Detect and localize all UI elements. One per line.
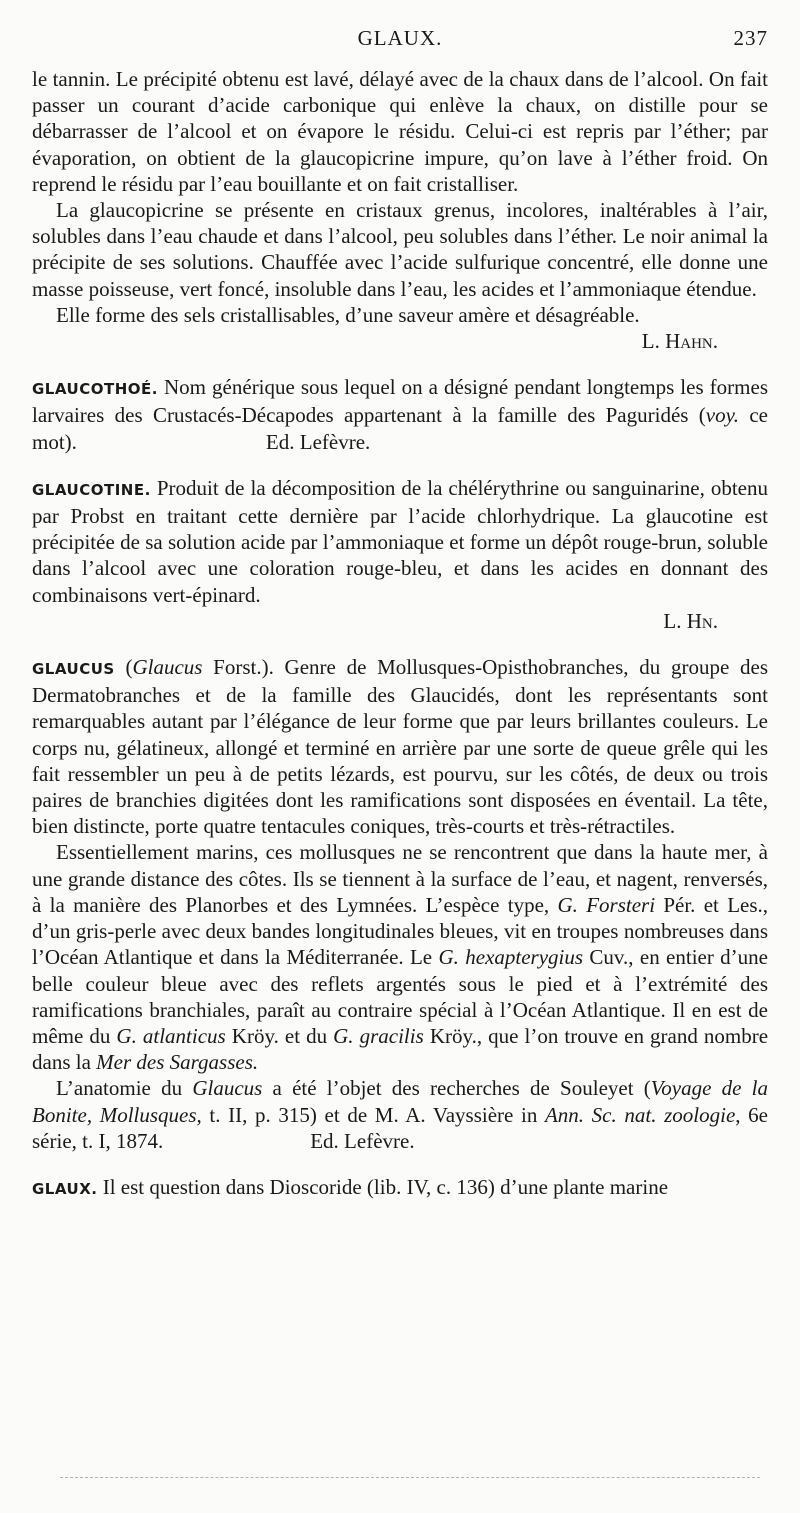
- signature: L. Hahn.: [641, 329, 718, 354]
- text-segment: , 6e série, t. I, 1874.: [32, 1102, 768, 1153]
- dictionary-entry: [32, 374, 768, 455]
- paragraph: le tannin. Le précipité obtenu est lavé, délayé avec de la chaux dans de l’alcool. On fait passer un courant d’acide carbonique qui enlève la chaux, on distille pour se débarrasser de l’alcool et on évapore le résidu. Celui-ci est repris par l’éther; par évaporation, on obtient de la glaucopicrine impure, qu’on lave à l’éther froid. On reprend le résidu par l’eau bouillante et on fait cristalliser.: [32, 67, 768, 196]
- dictionary-entry: [32, 654, 768, 839]
- signature: Ed. Lefèvre.: [265, 429, 371, 454]
- text-segment: Produit de la décomposition de la chélérythrine ou sanguinarine, obtenu par Probst en traitant cette dernière par l’acide chlorhydrique. La glaucotine est précipitée de sa solution acide par l’ammoniaque et forme un dépôt rouge-brun, soluble dans l’alcool avec une coloration rouge-bleu, et dans les acides en donnant des combinaisons vert-épinard.: [32, 475, 769, 607]
- running-title: GLAUX.: [357, 26, 443, 50]
- text-segment: a été l’objet des recherches de Souleyet (: [262, 1076, 651, 1101]
- page: [32, 26, 768, 1202]
- signature-line: [32, 328, 768, 354]
- entry-headword: GLAUCOTHOÉ.: [32, 380, 158, 399]
- paragraph: La glaucopicrine se présente en cristaux grenus, incolores, inaltérables à l’air, solubles dans l’eau chaude et dans l’alcool, peu solubles dans l’éther. Le noir animal la précipite de ses solutions. Chauffée avec l’acide sulfurique concentré, elle donne une masse poisseuse, vert foncé, insoluble dans l’eau, les acides et l’ammoniaque étendue.: [32, 198, 768, 301]
- italic-text: G. hexapterygius: [438, 945, 584, 970]
- page-number: 237: [733, 26, 768, 50]
- paragraph: [32, 1075, 768, 1154]
- paragraph: Elle forme des sels cristallisables, d’une saveur amère et désagréable.: [56, 302, 640, 327]
- entry-paragraph: [32, 1174, 768, 1202]
- text-segment: Nom générique sous lequel on a désigné pendant longtemps les formes larvaires des Crustacés-Décapodes appartenant à la famille des Paguridés (: [32, 375, 768, 428]
- entry-headword: GLAUCOTINE.: [32, 480, 151, 499]
- italic-text: G. Forsteri: [557, 892, 656, 917]
- italic-text: voy.: [705, 403, 739, 428]
- italic-text: G. gracilis: [333, 1023, 424, 1048]
- italic-text: Ann. Sc. nat. zoologie: [544, 1102, 736, 1127]
- italic-text: G. atlanticus: [116, 1023, 226, 1048]
- text-segment: L’anatomie du: [56, 1076, 193, 1101]
- text-segment: Forst.). Genre de Mollusques-Opisthobranches, du groupe des Dermatobranches et de la famille des Glaucidés, dont les représentants sont remarquables autant par l’élégance de leur forme que par leurs brillantes couleurs. Le corps nu, gélatineux, allongé et terminé en arrière par une sorte de queue grêle qui les fait ressembler un peu à de petits lézards, est pourvu, sur les côtés, de deux ou trois paires de branchies digitées dont les ramifications sont disposées en éventail. La tête, bien distincte, porte quatre tentacules coniques, très-courts et très-rétractiles.: [32, 655, 768, 839]
- signature: Ed. Lefèvre.: [310, 1128, 415, 1153]
- entry-paragraph: [32, 654, 768, 839]
- running-header: [32, 26, 768, 66]
- text-segment: Kröy., que l’on trouve en grand nombre dans la: [32, 1023, 769, 1075]
- text-segment: Il est question dans Dioscoride (lib. IV, c. 136) d’une plante marine: [102, 1174, 669, 1199]
- text-segment: , t. II, p. 315) et de M. A. Vayssière in: [196, 1102, 545, 1127]
- entry-paragraph: [32, 475, 768, 608]
- signature: L. Hn.: [663, 608, 718, 633]
- text-segment: Cuv., en entier d’une belle couleur bleue avec des reflets argentés sous le pied et à l’extrémité des ramifications branchiales, paraît au contraire spécial à l’Océan Atlantique. Il en est de même du: [32, 945, 768, 1048]
- dictionary-entry: [32, 1174, 768, 1202]
- entry-paragraph: [32, 374, 768, 455]
- dictionary-entry: [32, 475, 768, 634]
- paragraph: [32, 839, 768, 1075]
- page-body: [32, 66, 768, 1202]
- text-segment: Kröy. et du: [225, 1023, 334, 1048]
- italic-text: Mer des Sargasses.: [96, 1050, 259, 1075]
- signature-line: [32, 608, 768, 634]
- entry-headword: GLAUCUS: [32, 660, 115, 679]
- text-segment: Pér. et Les., d’un gris-perle avec deux bandes longitudinales bleues, vit en troupes nombreuses dans l’Océan Atlantique et dans la Méditerranée. Le: [32, 892, 769, 970]
- entry-headword: GLAUX.: [32, 1179, 98, 1198]
- text-segment: Essentiellement marins, ces mollusques ne se rencontrent que dans la haute mer, à une grande distance des côtes. Ils se tiennent à la surface de l’eau, et nagent, renversés, à la manière des Planorbes et des Lymnées. L’espèce type,: [32, 840, 768, 917]
- italic-text: Voyage de la Bonite, Mollusques: [32, 1076, 769, 1127]
- italic-text: Glaucus: [192, 1076, 263, 1101]
- text-segment: ce mot).: [32, 403, 768, 454]
- italic-text: Glaucus: [132, 655, 203, 680]
- footer-rule: [60, 1477, 760, 1478]
- text-segment: (: [125, 655, 133, 680]
